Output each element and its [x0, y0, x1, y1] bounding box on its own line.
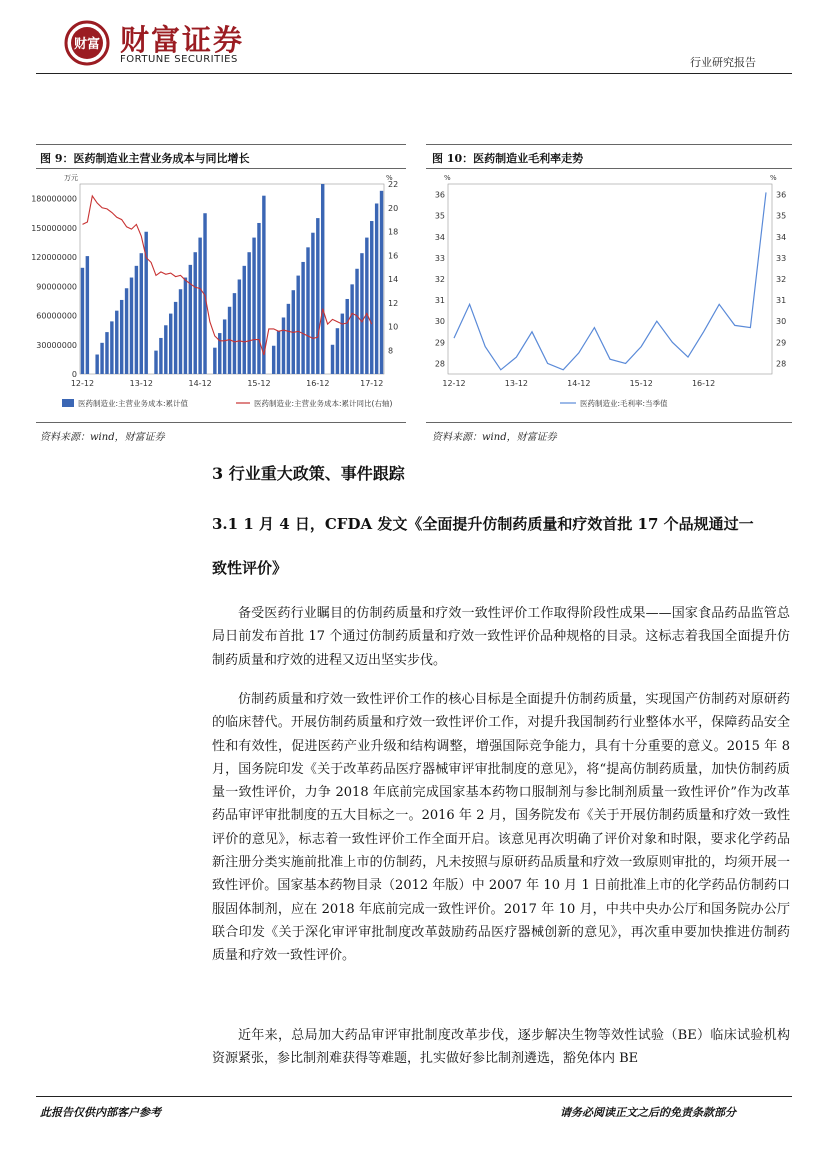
logo-english-name: FORTUNE SECURITIES	[120, 54, 238, 65]
legend-bar-swatch	[62, 399, 74, 407]
y-left-tick-label: 0	[71, 370, 77, 379]
x-tick-label: 15-12	[247, 379, 271, 388]
fig10-source: 资料来源：wind，财富证券	[432, 432, 557, 443]
y-left-tick-label: 60000000	[36, 311, 77, 321]
cost-bar	[336, 328, 339, 374]
x-tick-label: 17-12	[360, 379, 384, 388]
cost-bar	[331, 345, 334, 374]
logo-seal-text: 财富	[73, 37, 101, 52]
y-left-tick-label: 35	[434, 211, 445, 221]
fig10-bottom-rule	[426, 422, 792, 423]
footer-divider	[36, 1096, 792, 1097]
x-tick-label: 14-12	[567, 379, 591, 388]
cost-bar	[184, 278, 187, 374]
fig10-chart	[426, 170, 792, 418]
x-tick-label: 13-12	[504, 379, 529, 388]
cost-bar	[105, 332, 108, 374]
cost-bar	[370, 221, 373, 374]
cost-bar	[213, 348, 216, 374]
y-left-tick-label: 150000000	[31, 223, 77, 233]
fig9-title-rule	[36, 168, 406, 169]
company-logo	[64, 20, 110, 66]
y-left-tick-label: 90000000	[36, 282, 77, 292]
y-left-tick-label: 120000000	[31, 253, 77, 263]
y-left-tick-label: 180000000	[31, 194, 77, 204]
y-right-tick-label: 14	[388, 275, 399, 284]
right-axis-unit: %	[770, 174, 777, 182]
section-3-heading: 3 行业重大政策、事件跟踪	[212, 464, 405, 483]
y-right-tick-label: 12	[388, 298, 399, 308]
cost-bar	[169, 314, 172, 374]
fig10-title-rule	[426, 168, 792, 169]
cost-bar	[223, 319, 226, 374]
cost-bar	[189, 265, 192, 374]
y-left-tick-label: 28	[434, 359, 445, 369]
cost-bar	[316, 218, 319, 374]
x-tick-label: 12-12	[70, 379, 95, 388]
right-axis-unit: %	[386, 174, 393, 182]
cost-bar	[198, 238, 201, 374]
left-axis-unit: %	[444, 174, 451, 182]
cost-bar	[380, 191, 383, 374]
cost-bar	[272, 346, 275, 374]
y-right-tick-label: 20	[388, 203, 399, 213]
x-tick-label: 12-12	[442, 379, 466, 388]
y-right-tick-label: 8	[388, 346, 394, 356]
x-tick-label: 15-12	[629, 379, 653, 388]
cost-bar	[341, 314, 344, 374]
cost-bar	[282, 317, 285, 374]
cost-bar	[179, 289, 182, 374]
paragraph-2: 仿制药质量和疗效一致性评价工作的核心目标是全面提升仿制药质量，实现国产仿制药对原研药的临床替代。开展仿制药质量和疗效一致性评价工作，对提升我国制药行业整体水平，保障药品安全性和有效性，促进医药产业升级和结构调整，增强国际竞争能力，具有十分重要的意义。2015 年 8 月，国务院印发《关于改革药品医疗器械审评审批制度的意见》，将“提高仿制药质量，加快仿制药质量一致性评价，力争 2018 年底前完成国家基本药物口服制剂与参比制剂质量一致性评价”作为改革药品审评审批制度的五大目标之一。2016 年 2 月，国务院发布《关于开展仿制药质量和疗效一致性评价的意见》，标志着一致性评价工作全面开启。该意见再次明确了评价对象和时限，要求化学药品新注册分类实施前批准上市的仿制药，凡未按照与原研药品质量和疗效一致原则审批的，均须开展一致性评价。国家基本药物目录（2012 年版）中 2007 年 10 月 1 日前批准上市的化学药品仿制药口服固体制剂，应在 2018 年底前完成一致性评价。2017 年 10 月，中共中央办公厅和国务院办公厅联合印发《关于深化审评审批制度改革鼓励药品医疗器械创新的意见》，再次重申要加快推进仿制药质量和疗效一致性评价。	[212, 692, 790, 964]
y-right-tick-label: 28	[776, 359, 787, 369]
y-right-tick-label: 22	[388, 180, 399, 189]
y-right-tick-label: 16	[388, 251, 399, 261]
cost-bar	[120, 300, 123, 374]
cost-bar	[321, 184, 324, 374]
legend-bar-label: 医药制造业:主营业务成本:累计值	[78, 399, 189, 408]
y-left-tick-label: 36	[434, 190, 445, 200]
fig9-top-rule	[36, 144, 406, 145]
cost-bar	[238, 279, 241, 374]
footer-disclaimer: 请务必阅读正文之后的免责条款部分	[560, 1106, 736, 1119]
cost-bar	[100, 343, 103, 374]
cost-bar	[174, 302, 177, 374]
cost-bar	[81, 268, 84, 374]
legend-line-label: 医药制造业:主营业务成本:累计同比(右轴)	[254, 399, 393, 408]
gross-margin-line	[454, 192, 766, 369]
cost-bar	[135, 266, 138, 374]
cost-bar	[125, 288, 128, 374]
y-left-tick-label: 30	[434, 317, 445, 327]
cost-bar	[252, 238, 255, 374]
paragraph-1: 备受医药行业瞩目的仿制药质量和疗效一致性评价工作取得阶段性成果——国家食品药品监管总局日前发布首批 17 个通过仿制药质量和疗效一致性评价品种规格的目录。这标志着我国全面提升仿制药质量和疗效的进程又迈出坚实步伐。	[212, 606, 790, 668]
cost-bar	[277, 331, 280, 374]
x-tick-label: 13-12	[129, 379, 153, 388]
cost-bar	[301, 262, 304, 374]
cost-bar	[360, 253, 363, 374]
y-right-tick-label: 34	[776, 232, 787, 242]
y-right-tick-label: 10	[388, 322, 399, 332]
y-right-tick-label: 30	[776, 317, 787, 327]
y-left-tick-label: 31	[434, 296, 445, 306]
paragraph-3: 近年来，总局加大药品审评审批制度改革步伐，逐步解决生物等效性试验（BE）临床试验机构资源紧张，参比制剂难获得等难题，扎实做好参比制剂遴选，豁免体内 BE	[212, 1028, 790, 1067]
y-right-tick-label: 32	[776, 275, 787, 284]
y-left-tick-label: 33	[434, 253, 445, 263]
cost-bar	[375, 203, 378, 374]
cost-bar	[243, 266, 246, 374]
cost-bar	[140, 253, 143, 374]
cost-bar	[287, 304, 290, 374]
fig9-title: 图 9：医药制造业主营业务成本与同比增长	[40, 152, 250, 165]
cost-bar	[257, 223, 260, 374]
cost-bar	[164, 325, 167, 374]
cost-bar	[154, 351, 157, 374]
cost-bar	[110, 321, 113, 374]
y-right-tick-label: 35	[776, 211, 787, 221]
cost-bar	[159, 338, 162, 374]
footer-left-note: 此报告仅供内部客户参考	[40, 1106, 161, 1119]
cost-bar	[306, 247, 309, 374]
x-tick-label: 16-12	[306, 379, 330, 388]
y-right-tick-label: 29	[776, 338, 787, 348]
y-right-tick-label: 18	[388, 227, 399, 237]
cost-bar	[233, 293, 236, 374]
x-tick-label: 14-12	[188, 379, 212, 388]
x-tick-label: 16-12	[691, 379, 716, 388]
left-axis-unit: 万元	[64, 174, 78, 182]
plot-frame	[448, 184, 772, 374]
report-type: 行业研究报告	[690, 56, 756, 69]
cost-bar	[115, 311, 118, 374]
y-left-tick-label: 32	[434, 275, 445, 284]
legend-line-label: 医药制造业:毛利率:当季值	[580, 399, 668, 408]
y-right-tick-label: 31	[776, 296, 787, 306]
header-divider	[36, 73, 792, 74]
y-left-tick-label: 29	[434, 338, 445, 348]
cost-bar	[86, 256, 89, 374]
cost-bar	[346, 299, 349, 374]
fig10-title: 图 10：医药制造业毛利率走势	[432, 152, 584, 165]
fig10-top-rule	[426, 144, 792, 145]
cost-bar	[311, 233, 314, 374]
section-3-1-heading-line2: 致性评价》	[212, 559, 288, 577]
cost-bar	[296, 276, 299, 374]
cost-bar	[194, 252, 197, 374]
cost-bar	[355, 269, 358, 374]
fig9-source: 资料来源：wind，财富证券	[40, 432, 165, 443]
y-right-tick-label: 36	[776, 190, 787, 200]
y-left-tick-label: 30000000	[36, 340, 77, 350]
cost-bar	[247, 252, 250, 374]
fig9-bottom-rule	[36, 422, 406, 423]
cost-bar	[350, 284, 353, 374]
section-3-1-heading-line1: 3.1 1 月 4 日，CFDA 发文《全面提升仿制药质量和疗效首批 17 个品规通过一	[212, 515, 754, 533]
cost-bar	[95, 355, 98, 374]
y-left-tick-label: 34	[434, 232, 445, 242]
logo-chinese-name: 财富证券	[120, 23, 245, 57]
fig9-chart	[31, 170, 408, 418]
cost-bar	[365, 238, 368, 374]
cost-bar	[130, 278, 133, 374]
y-right-tick-label: 33	[776, 253, 787, 263]
